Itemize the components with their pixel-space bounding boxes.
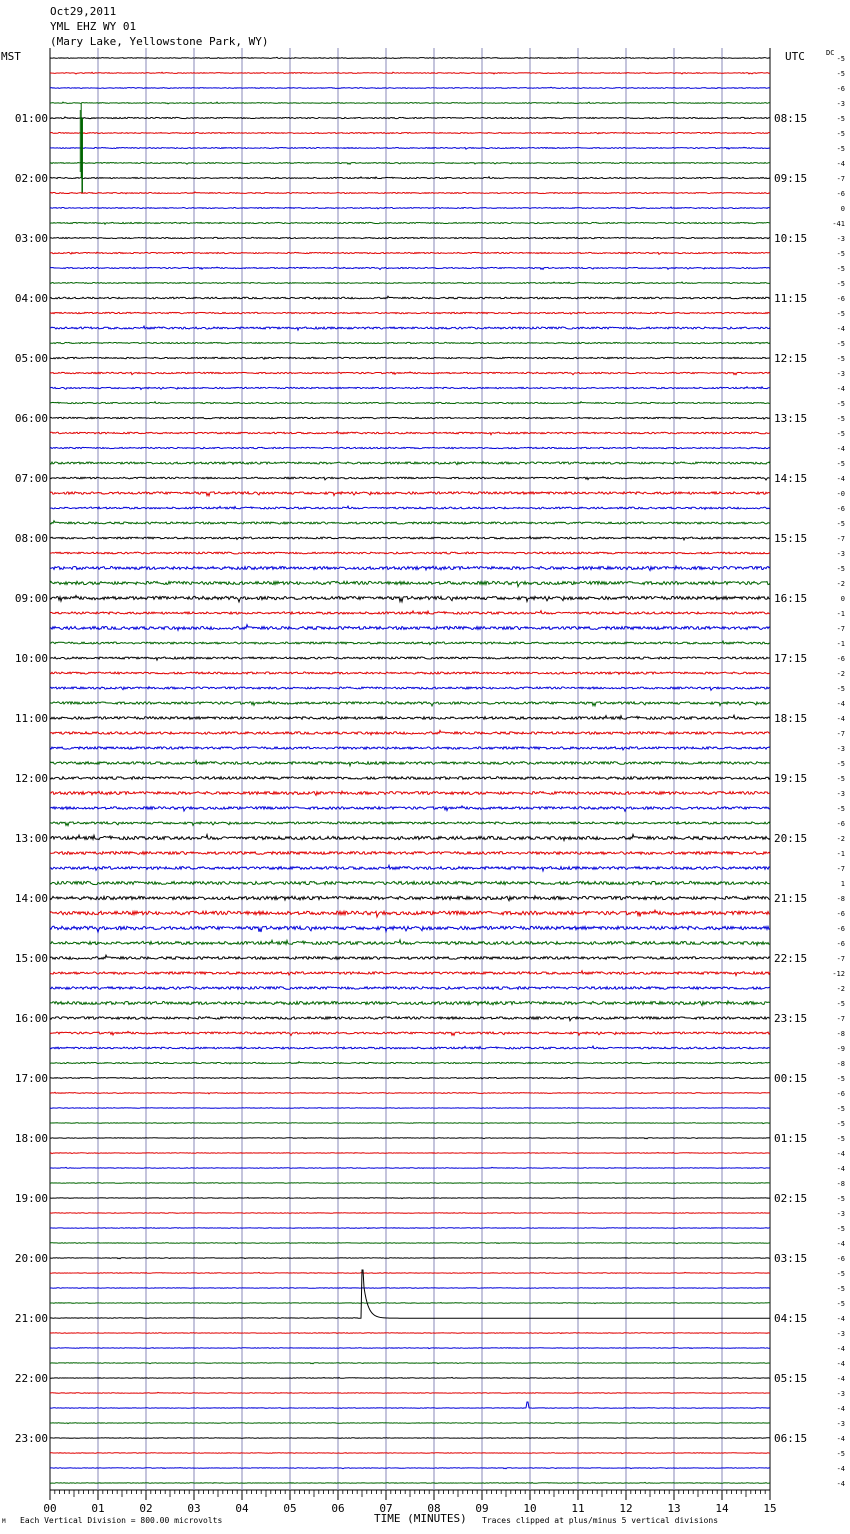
hour-label-local: 09:00 — [14, 592, 48, 605]
dc-offset-value: -5 — [836, 1450, 845, 1458]
seismic-trace — [50, 971, 770, 976]
seismic-trace — [50, 852, 770, 855]
dc-offset-value: -4 — [836, 475, 845, 483]
dc-offset-value: -5 — [836, 520, 845, 528]
seismic-trace — [50, 207, 770, 209]
dc-offset-value: -5 — [836, 310, 845, 318]
seismic-trace — [50, 1108, 770, 1109]
hour-label-utc: 05:15 — [774, 1372, 808, 1385]
dc-offset-header: DC — [826, 49, 835, 57]
x-tick-label: 01 — [91, 1502, 105, 1515]
seismic-trace — [50, 641, 770, 645]
seismic-trace — [50, 431, 770, 434]
x-tick-label: 02 — [139, 1502, 153, 1515]
hour-label-local: 07:00 — [14, 472, 48, 485]
seismic-trace — [50, 730, 770, 735]
seismic-trace — [50, 447, 770, 448]
dc-offset-value: -5 — [836, 1105, 845, 1113]
seismic-trace — [50, 1078, 770, 1079]
dc-offset-value: -5 — [836, 1075, 845, 1083]
seismic-trace — [50, 625, 770, 631]
local-timezone-label: MST — [1, 50, 21, 63]
hour-label-utc: 21:15 — [774, 892, 808, 905]
seismic-trace — [50, 865, 770, 871]
dc-offset-value: -4 — [836, 1405, 845, 1413]
seismic-trace — [50, 1138, 770, 1139]
dc-offset-value: -5 — [836, 70, 845, 78]
dc-offset-value: -7 — [836, 955, 845, 963]
dc-offset-value: -6 — [836, 190, 845, 198]
seismic-trace — [50, 521, 770, 524]
dc-offset-value: -3 — [836, 235, 845, 243]
dc-offset-value: -5 — [836, 280, 845, 288]
hour-label-local: 12:00 — [14, 772, 48, 785]
hour-label-utc: 17:15 — [774, 652, 808, 665]
dc-offset-value: -3 — [836, 1330, 845, 1338]
hour-label-utc: 23:15 — [774, 1012, 808, 1025]
hour-label-utc: 00:15 — [774, 1072, 808, 1085]
dc-offset-value: -4 — [836, 1435, 845, 1443]
vertical-division-note: Each Vertical Division = 800.00 microvolts — [20, 1516, 223, 1525]
seismic-trace — [50, 881, 770, 884]
x-tick-label: 04 — [235, 1502, 249, 1515]
dc-offset-value: -2 — [836, 835, 845, 843]
seismic-trace — [50, 1152, 770, 1153]
seismic-trace — [50, 492, 770, 496]
x-tick-label: 05 — [283, 1502, 297, 1515]
hour-label-utc: 16:15 — [774, 592, 808, 605]
dc-offset-value: -5 — [836, 1270, 845, 1278]
x-tick-label: 08 — [427, 1502, 441, 1515]
hour-label-local: 14:00 — [14, 892, 48, 905]
dc-offset-value: -2 — [836, 670, 845, 678]
seismic-trace — [50, 1377, 770, 1378]
hour-label-local: 21:00 — [14, 1312, 48, 1325]
seismic-trace — [50, 237, 770, 238]
hour-label-local: 13:00 — [14, 832, 48, 845]
dc-offset-value: -5 — [836, 1000, 845, 1008]
dc-offset-value: -2 — [836, 985, 845, 993]
seismic-trace — [50, 822, 770, 826]
seismic-trace — [50, 896, 770, 901]
seismic-trace — [50, 657, 770, 660]
seismic-trace — [50, 1017, 770, 1021]
dc-offset-value: -5 — [836, 145, 845, 153]
hour-label-local: 11:00 — [14, 712, 48, 725]
dc-offset-value: -6 — [836, 820, 845, 828]
dc-offset-value: -5 — [836, 55, 845, 63]
dc-offset-value: -4 — [836, 1375, 845, 1383]
dc-offset-value: -4 — [836, 325, 845, 333]
dc-offset-value: -6 — [836, 655, 845, 663]
dc-offset-value: -3 — [836, 370, 845, 378]
dc-offset-value: 0 — [840, 205, 845, 213]
dc-offset-value: -8 — [836, 895, 845, 903]
seismic-trace — [50, 1453, 770, 1454]
seismic-trace — [50, 1213, 770, 1214]
seismic-trace — [50, 987, 770, 990]
dc-offset-value: -12 — [832, 970, 845, 978]
dc-offset-value: -4 — [836, 1465, 845, 1473]
x-tick-label: 10 — [523, 1502, 537, 1515]
hour-label-local: 08:00 — [14, 532, 48, 545]
seismic-trace — [50, 672, 770, 674]
x-tick-label: 00 — [43, 1502, 57, 1515]
hour-label-local: 17:00 — [14, 1072, 48, 1085]
dc-offset-value: -4 — [836, 160, 845, 168]
x-tick-label: 14 — [715, 1502, 729, 1515]
plot-date: Oct29,2011 — [50, 5, 117, 18]
dc-offset-value: 0 — [840, 595, 845, 603]
seismic-trace — [50, 57, 770, 58]
dc-offset-value: -3 — [836, 100, 845, 108]
dc-offset-value: -6 — [836, 910, 845, 918]
dc-offset-value: -5 — [836, 1300, 845, 1308]
dc-offset-value: -5 — [836, 265, 845, 273]
seismic-trace — [50, 72, 770, 74]
seismic-trace — [50, 1270, 770, 1318]
seismic-trace — [50, 910, 770, 917]
seismic-trace — [50, 477, 770, 480]
dc-offset-value: -7 — [836, 730, 845, 738]
seismic-trace — [50, 326, 770, 330]
dc-offset-value: -5 — [836, 685, 845, 693]
seismic-trace — [50, 701, 770, 706]
hour-label-utc: 20:15 — [774, 832, 808, 845]
seismic-trace — [50, 417, 770, 419]
x-tick-label: 07 — [379, 1502, 393, 1515]
seismic-trace — [50, 282, 770, 284]
seismic-trace — [50, 1031, 770, 1035]
dc-offset-value: -1 — [836, 850, 845, 858]
seismic-trace — [50, 715, 770, 719]
seismic-trace — [50, 102, 770, 104]
utc-timezone-label: UTC — [785, 50, 805, 63]
dc-offset-value: -6 — [836, 295, 845, 303]
hour-label-local: 03:00 — [14, 232, 48, 245]
hour-label-utc: 06:15 — [774, 1432, 808, 1445]
dc-offset-value: -6 — [836, 1090, 845, 1098]
x-tick-label: 13 — [667, 1502, 681, 1515]
seismic-trace — [50, 940, 770, 945]
seismic-trace — [50, 372, 770, 375]
dc-offset-value: -2 — [836, 580, 845, 588]
dc-offset-value: -5 — [836, 1135, 845, 1143]
seismic-trace — [50, 222, 770, 224]
seismic-trace — [50, 581, 770, 586]
seismic-trace — [50, 1243, 770, 1244]
seismic-trace — [50, 1468, 770, 1469]
dc-offset-value: -5 — [836, 760, 845, 768]
seismic-trace — [50, 536, 770, 540]
seismic-trace — [50, 1482, 770, 1483]
seismic-trace — [50, 312, 770, 314]
seismic-trace — [50, 1258, 770, 1259]
dc-offset-value: -9 — [836, 1045, 845, 1053]
x-tick-label: 15 — [763, 1502, 777, 1515]
hour-label-local: 15:00 — [14, 952, 48, 965]
hour-label-utc: 09:15 — [774, 172, 808, 185]
seismic-trace — [50, 1438, 770, 1439]
hour-label-local: 16:00 — [14, 1012, 48, 1025]
seismic-trace — [50, 777, 770, 780]
seismic-trace — [50, 87, 770, 88]
seismic-trace — [50, 761, 770, 766]
x-tick-label: 06 — [331, 1502, 345, 1515]
hour-label-local: 22:00 — [14, 1372, 48, 1385]
seismic-trace — [50, 1228, 770, 1229]
seismic-trace — [50, 791, 770, 795]
hour-label-utc: 03:15 — [774, 1252, 808, 1265]
seismic-trace — [50, 1333, 770, 1334]
hour-label-utc: 15:15 — [774, 532, 808, 545]
seismic-trace — [50, 955, 770, 959]
hour-label-local: 10:00 — [14, 652, 48, 665]
dc-offset-value: -6 — [836, 1255, 845, 1263]
dc-offset-value: -4 — [836, 1150, 845, 1158]
dc-offset-value: -3 — [836, 1210, 845, 1218]
x-tick-label: 09 — [475, 1502, 489, 1515]
dc-offset-value: -5 — [836, 565, 845, 573]
seismic-trace — [50, 163, 770, 165]
hour-label-local: 02:00 — [14, 172, 48, 185]
dc-offset-value: -6 — [836, 940, 845, 948]
dc-offset-value: -5 — [836, 1195, 845, 1203]
footer-mark: M — [2, 1518, 6, 1525]
dc-offset-value: -7 — [836, 535, 845, 543]
seismic-trace — [50, 834, 770, 840]
dc-offset-value: 1 — [840, 880, 845, 888]
seismic-trace — [50, 1348, 770, 1349]
seismic-trace — [50, 595, 770, 601]
dc-offset-value: -4 — [836, 385, 845, 393]
seismic-trace — [50, 926, 770, 932]
hour-label-utc: 22:15 — [774, 952, 808, 965]
x-tick-label: 03 — [187, 1502, 201, 1515]
hour-label-utc: 13:15 — [774, 412, 808, 425]
seismic-trace — [50, 1062, 770, 1064]
seismic-trace — [50, 402, 770, 404]
dc-offset-value: -1 — [836, 610, 845, 618]
seismic-trace — [50, 296, 770, 299]
dc-offset-value: -7 — [836, 625, 845, 633]
dc-offset-value: -5 — [836, 775, 845, 783]
dc-offset-value: -4 — [836, 1480, 845, 1488]
seismic-trace — [50, 1272, 770, 1273]
dc-offset-value: -5 — [836, 400, 845, 408]
seismic-trace — [50, 252, 770, 254]
dc-offset-value: -5 — [836, 1225, 845, 1233]
seismic-trace — [50, 1001, 770, 1006]
x-tick-label: 12 — [619, 1502, 633, 1515]
seismic-trace — [50, 506, 770, 509]
dc-offset-value: -6 — [836, 505, 845, 513]
seismic-trace — [50, 462, 770, 465]
hour-label-local: 06:00 — [14, 412, 48, 425]
dc-offset-value: -4 — [836, 1345, 845, 1353]
seismic-trace — [50, 566, 770, 571]
hour-label-local: 04:00 — [14, 292, 48, 305]
seismic-trace — [50, 1363, 770, 1364]
seismic-trace — [50, 1046, 770, 1049]
dc-offset-value: -3 — [836, 550, 845, 558]
dc-offset-value: -4 — [836, 700, 845, 708]
dc-offset-value: -5 — [836, 460, 845, 468]
dc-offset-value: -6 — [836, 85, 845, 93]
dc-offset-value: -4 — [836, 1360, 845, 1368]
dc-offset-value: -5 — [836, 1120, 845, 1128]
seismic-trace — [50, 1183, 770, 1184]
dc-offset-value: -5 — [836, 430, 845, 438]
hour-label-utc: 18:15 — [774, 712, 808, 725]
dc-offset-value: -4 — [836, 1165, 845, 1173]
seismic-trace — [50, 1402, 770, 1408]
hour-label-utc: 12:15 — [774, 352, 808, 365]
dc-offset-value: -5 — [836, 1285, 845, 1293]
dc-offset-value: -5 — [836, 130, 845, 138]
dc-offset-value: -5 — [836, 115, 845, 123]
seismic-trace — [50, 611, 770, 614]
x-axis-title: TIME (MINUTES) — [374, 1512, 467, 1525]
dc-offset-value: -4 — [836, 445, 845, 453]
dc-offset-value: -41 — [832, 220, 845, 228]
dc-offset-value: -5 — [836, 250, 845, 258]
hour-label-local: 23:00 — [14, 1432, 48, 1445]
dc-offset-value: -3 — [836, 1390, 845, 1398]
hour-label-utc: 14:15 — [774, 472, 808, 485]
dc-offset-value: -3 — [836, 790, 845, 798]
dc-offset-value: -4 — [836, 1240, 845, 1248]
seismic-trace — [50, 1423, 770, 1424]
seismic-trace — [50, 117, 770, 119]
dc-offset-value: -5 — [836, 355, 845, 363]
seismic-trace — [50, 1123, 770, 1124]
dc-offset-value: -5 — [836, 340, 845, 348]
seismic-trace — [50, 147, 770, 149]
hour-label-utc: 11:15 — [774, 292, 808, 305]
hour-label-utc: 01:15 — [774, 1132, 808, 1145]
hour-label-utc: 08:15 — [774, 112, 808, 125]
dc-offset-value: -3 — [836, 1420, 845, 1428]
dc-offset-value: -0 — [836, 490, 845, 498]
seismic-trace — [50, 192, 770, 194]
x-tick-label: 11 — [571, 1502, 585, 1515]
seismic-trace — [50, 342, 770, 343]
dc-offset-value: -4 — [836, 1315, 845, 1323]
hour-label-utc: 19:15 — [774, 772, 808, 785]
hour-label-local: 05:00 — [14, 352, 48, 365]
seismic-trace — [50, 177, 770, 179]
hour-label-local: 19:00 — [14, 1192, 48, 1205]
dc-offset-value: -1 — [836, 640, 845, 648]
seismic-trace — [50, 552, 770, 554]
station-location: (Mary Lake, Yellowstone Park, WY) — [50, 35, 269, 48]
hour-label-local: 18:00 — [14, 1132, 48, 1145]
seismic-trace — [50, 687, 770, 691]
hour-label-local: 01:00 — [14, 112, 48, 125]
seismic-trace — [50, 1288, 770, 1289]
seismic-trace — [50, 1092, 770, 1094]
dc-offset-value: -7 — [836, 175, 845, 183]
seismic-trace — [50, 747, 770, 750]
hour-label-utc: 10:15 — [774, 232, 808, 245]
seismic-trace — [50, 806, 770, 811]
dc-offset-value: -5 — [836, 805, 845, 813]
dc-offset-value: -7 — [836, 1015, 845, 1023]
dc-offset-value: -7 — [836, 865, 845, 873]
dc-offset-value: -3 — [836, 745, 845, 753]
hour-label-local: 20:00 — [14, 1252, 48, 1265]
seismic-trace — [50, 1302, 770, 1303]
hour-label-utc: 02:15 — [774, 1192, 808, 1205]
dc-offset-value: -5 — [836, 415, 845, 423]
seismic-trace — [50, 1167, 770, 1168]
dc-offset-value: -8 — [836, 1030, 845, 1038]
station-id: YML EHZ WY 01 — [50, 20, 137, 33]
seismic-trace — [50, 1392, 770, 1393]
seismic-trace — [50, 132, 770, 134]
seismic-trace — [50, 387, 770, 390]
dc-offset-value: -4 — [836, 715, 845, 723]
dc-offset-value: -6 — [836, 925, 845, 933]
hour-label-utc: 04:15 — [774, 1312, 808, 1325]
dc-offset-value: -8 — [836, 1060, 845, 1068]
seismic-trace — [50, 1197, 770, 1198]
clipping-note: Traces clipped at plus/minus 5 vertical divisions — [482, 1516, 719, 1525]
dc-offset-value: -8 — [836, 1180, 845, 1188]
seismic-trace — [50, 357, 770, 359]
seismic-trace — [50, 267, 770, 269]
